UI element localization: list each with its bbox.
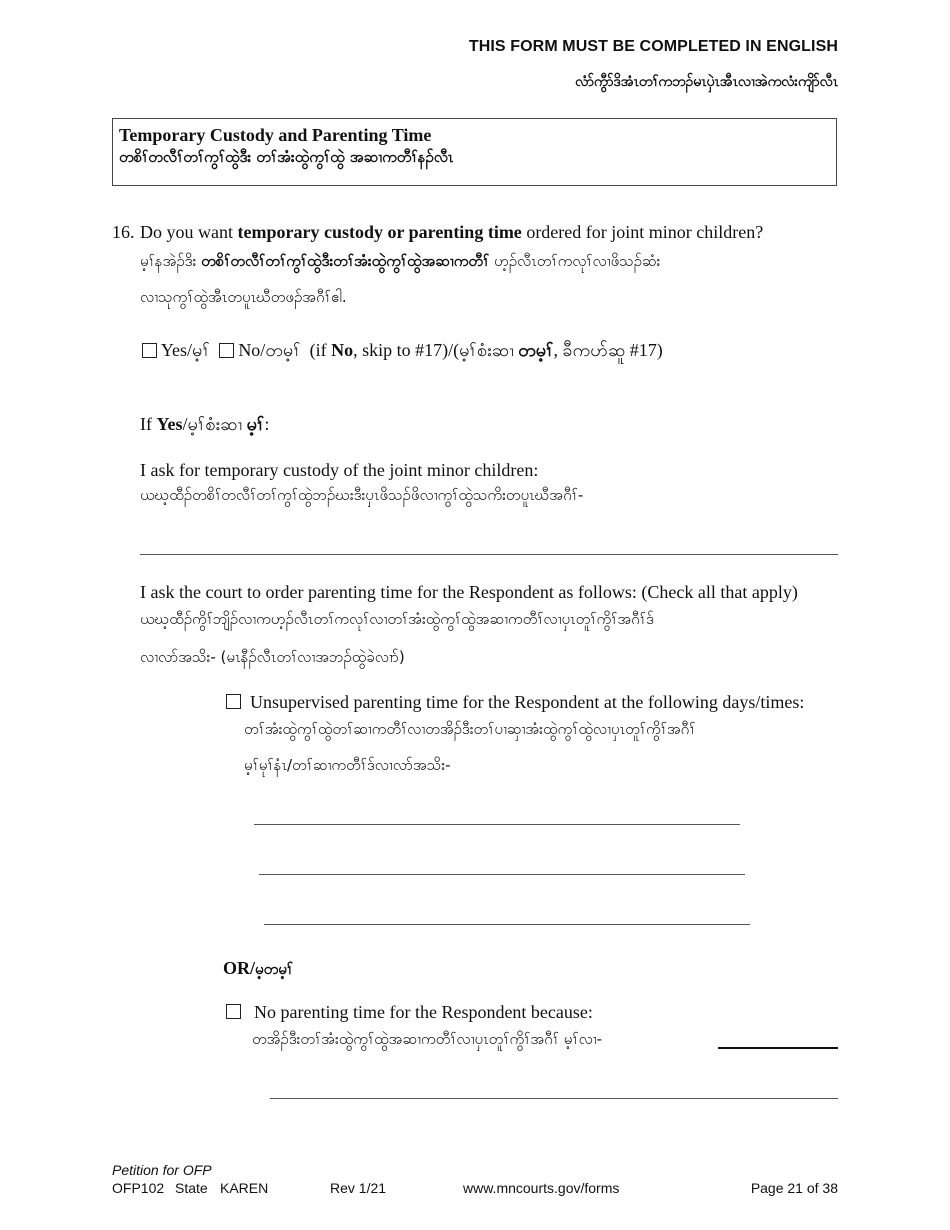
footer-revision: Rev 1/21 (330, 1180, 387, 1196)
no-parenting-en: No parenting time for the Respondent because: (254, 1002, 593, 1022)
no-parenting-reason-line-2[interactable] (270, 1098, 838, 1099)
no-checkbox[interactable] (219, 343, 234, 358)
unsupervised-answer-line-2[interactable] (259, 874, 745, 875)
footer-website[interactable]: www.mncourts.gov/forms (463, 1180, 620, 1196)
footer-page-number: Page 21 of 38 (750, 1180, 838, 1196)
question-16-kr-line1: မ့ၢ်နအဲၣ်ဒိး တစိၢ်တလီၢ်တၢ်ကွၢ်ထွဲဒီးတၢ်အံးထွဲကွၢ်ထွဲအဆၢကတီၢ် ဟ့ၣ်လီၤတၢ်ကလုၢ်လၢဖိသၣ်ဆံး (140, 252, 661, 270)
custody-request-en: I ask for temporary custody of the joint minor children: (140, 460, 539, 480)
section-title-box (112, 118, 837, 186)
question-16-kr-line2: လၢသုကွၢ်ထွဲအီၤတပူၤဃီတဖၣ်အဂီၢ်ဧါ. (140, 288, 347, 306)
custody-request-kr: ယဃ့ထီၣ်တစိၢ်တလီၢ်တၢ်ကွၢ်ထွဲဘၣ်ဃးဒီးပှၤဖိသၣ်ဖိလၢကွၢ်ထွဲသကိးတပူၤဃီအဂီၢ်- (140, 486, 584, 504)
yes-label: Yes/မ့ၢ် (160, 340, 210, 360)
question-16-text: Do you want temporary custody or parenting time ordered for joint minor children? (140, 222, 764, 242)
unsupervised-kr2: မ့ၢ်မုၢ်နံၤ/တၢ်ဆၢကတီၢ်ဒ်လၢလာ်အသိး- (244, 756, 451, 774)
unsupervised-checkbox[interactable] (226, 694, 241, 709)
unsupervised-option (226, 694, 241, 712)
footer-form-title: Petition for OFP (112, 1162, 212, 1178)
yes-checkbox[interactable] (142, 343, 157, 358)
unsupervised-answer-line-1[interactable] (254, 824, 740, 825)
if-yes-heading: If Yes/မ့ၢ်စံးဆၢ မ့ၢ်: (140, 414, 270, 434)
english-notice: THIS FORM MUST BE COMPLETED IN ENGLISH (468, 38, 838, 55)
skip-instruction: (if No, skip to #17)/(မ့ၢ်စံးဆၢ တမ့ၢ်, ခီကဟ်ဆူ #17) (309, 340, 663, 360)
parenting-request-kr1: ယဃ့ထီၣ်ကွိၢ်ဘျိၣ်လၢကဟ့ၣ်လီၤတၢ်ကလုၢ်လၢတၢ်အံးထွဲကွၢ်ထွဲအဆၢကတီၢ်လၢပှၤတူၢ်ကွိၢ်အဂီၢ်ဒ် (140, 610, 654, 628)
no-parenting-option (226, 1004, 241, 1022)
no-parenting-kr: တအိၣ်ဒီးတၢ်အံးထွဲကွၢ်ထွဲအဆၢကတီၢ်လၢပှၤတူၢ်ကွိၢ်အဂီၢ် မ့ၢ်လၢ- (252, 1030, 603, 1048)
or-label: OR/မ့တမ့ၢ် (223, 958, 293, 978)
karen-notice: လံာ်ကွီာ်ဒိအံၤတၢ်ကဘၣ်မၤပှဲၤအီၤလၢအဲကလံးကျိာ်လီၤ (575, 74, 838, 90)
yes-no-row (142, 338, 663, 365)
no-parenting-reason-line-1[interactable] (718, 1047, 838, 1049)
parenting-request-kr2: လၢလာ်အသိး- (မၤနီၣ်လီၤတၢ်လၢအဘၣ်ထွဲခဲလၢာ်) (140, 648, 405, 666)
section-title-kr: တစိၢ်တလီၢ်တၢ်ကွၢ်ထွဲဒီး တၢ်အံးထွဲကွၢ်ထွဲ အဆၢကတီၢ်နၣ်လီၤ (119, 148, 454, 166)
footer-language: KAREN (220, 1180, 269, 1196)
no-label: No/တမ့ၢ် (238, 340, 301, 360)
no-parenting-checkbox[interactable] (226, 1004, 241, 1019)
section-title-en: Temporary Custody and Parenting Time (119, 125, 432, 145)
question-number: 16. (112, 222, 135, 242)
footer-form-code: OFP102 (112, 1180, 165, 1196)
custody-answer-line[interactable] (140, 554, 838, 555)
unsupervised-answer-line-3[interactable] (264, 924, 750, 925)
parenting-request-en: I ask the court to order parenting time for the Respondent as follows: (Check all that apply) (140, 582, 798, 602)
unsupervised-en: Unsupervised parenting time for the Respondent at the following days/times: (250, 692, 805, 712)
unsupervised-kr1: တၢ်အံးထွဲကွၢ်ထွဲတၢ်ဆၢကတီၢ်လၢတအိၣ်ဒီးတၢ်ပၢဆှၢအံးထွဲကွၢ်ထွဲလၢပှၤတူၢ်ကွိၢ်အဂီၢ် (244, 720, 696, 738)
footer-state: State (175, 1180, 208, 1196)
